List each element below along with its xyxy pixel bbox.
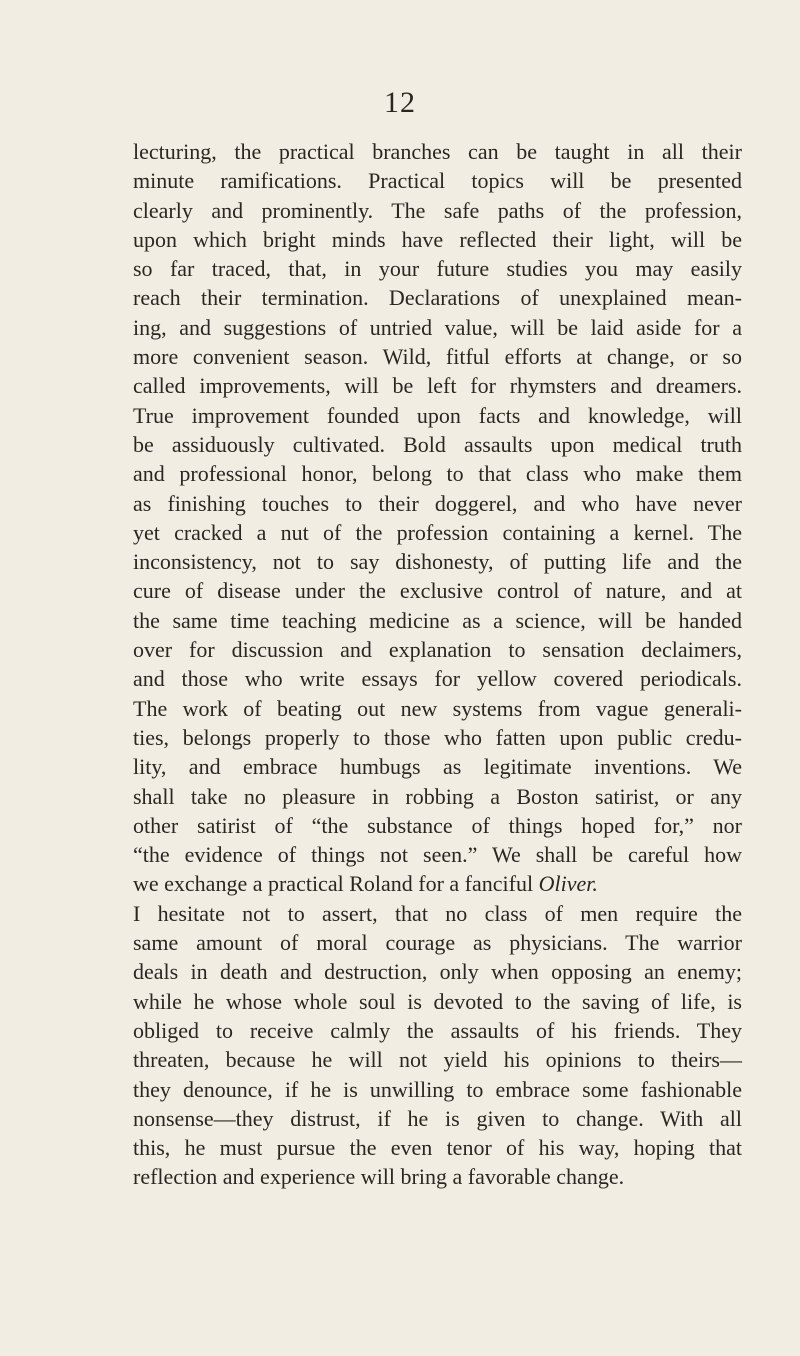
text-line: obliged to receive calmly the assaults of his friends. They: [133, 1017, 742, 1043]
body-text: [133, 137, 742, 1192]
text-line: upon which bright minds have reflected their light, will be: [133, 226, 742, 252]
text-line: so far traced, that, in your future studies you may easily: [133, 256, 742, 282]
text-line: nonsense—they distrust, if he is given to change. With all: [133, 1105, 742, 1131]
text-line-last: reflection and experience will bring a favorable change.: [133, 1164, 625, 1190]
text-line: this, he must pursue the even tenor of his way, hoping that: [133, 1135, 742, 1161]
text-line: they denounce, if he is unwilling to embrace some fashionable: [133, 1076, 742, 1102]
text-line: over for discussion and explanation to sensation declaimers,: [133, 637, 742, 663]
text-line: same amount of moral courage as physicians. The warrior: [133, 930, 742, 956]
text-line: and professional honor, belong to that class who make them: [133, 461, 742, 487]
text-line: the same time teaching medicine as a science, will be handed: [133, 607, 742, 633]
text-line-last: [133, 869, 742, 898]
paragraph-1: [133, 137, 742, 899]
text-line: “the evidence of things not seen.” We shall be careful how: [133, 842, 742, 868]
text-line: reach their termination. Declarations of unexplained mean-: [133, 285, 742, 311]
text-line: inconsistency, not to say dishonesty, of putting life and the: [133, 549, 742, 575]
text-line: while he whose whole soul is devoted to the saving of life, is: [133, 988, 742, 1014]
text-fragment: we exchange a practical Roland for a fanciful: [133, 871, 539, 897]
text-line: called improvements, will be left for rhymsters and dreamers.: [133, 373, 742, 399]
text-line: be assiduously cultivated. Bold assaults upon medical truth: [133, 431, 742, 457]
italic-word: Oliver.: [538, 871, 598, 897]
text-line: The work of beating out new systems from vague generali-: [133, 695, 742, 721]
text-line: deals in death and destruction, only when opposing an enemy;: [133, 959, 742, 985]
text-line: lecturing, the practical branches can be taught in all their: [133, 139, 742, 164]
text-line: cure of disease under the exclusive control of nature, and at: [133, 578, 742, 604]
page-number: 12: [384, 86, 416, 119]
text-line: and those who write essays for yellow covered periodicals.: [133, 666, 742, 692]
text-line: more convenient season. Wild, fitful efforts at change, or so: [133, 344, 742, 370]
text-line: clearly and prominently. The safe paths of the profession,: [133, 197, 742, 223]
text-line: lity, and embrace humbugs as legitimate inventions. We: [133, 754, 742, 780]
text-line: ties, belongs properly to those who fatten upon public credu-: [133, 724, 742, 750]
text-line: other satirist of “the substance of things hoped for,” nor: [133, 812, 742, 838]
text-line: ing, and suggestions of untried value, will be laid aside for a: [133, 314, 742, 340]
paragraph-2: [133, 899, 742, 1192]
text-line: I hesitate not to assert, that no class of men require the: [133, 900, 742, 926]
text-line: minute ramifications. Practical topics will be presented: [133, 168, 742, 194]
text-line: shall take no pleasure in robbing a Boston satirist, or any: [133, 783, 742, 809]
text-line: True improvement founded upon facts and knowledge, will: [133, 402, 742, 428]
text-line: yet cracked a nut of the profession containing a kernel. The: [133, 519, 742, 545]
text-line: as finishing touches to their doggerel, and who have never: [133, 490, 742, 516]
text-line: threaten, because he will not yield his opinions to theirs—: [133, 1047, 742, 1073]
